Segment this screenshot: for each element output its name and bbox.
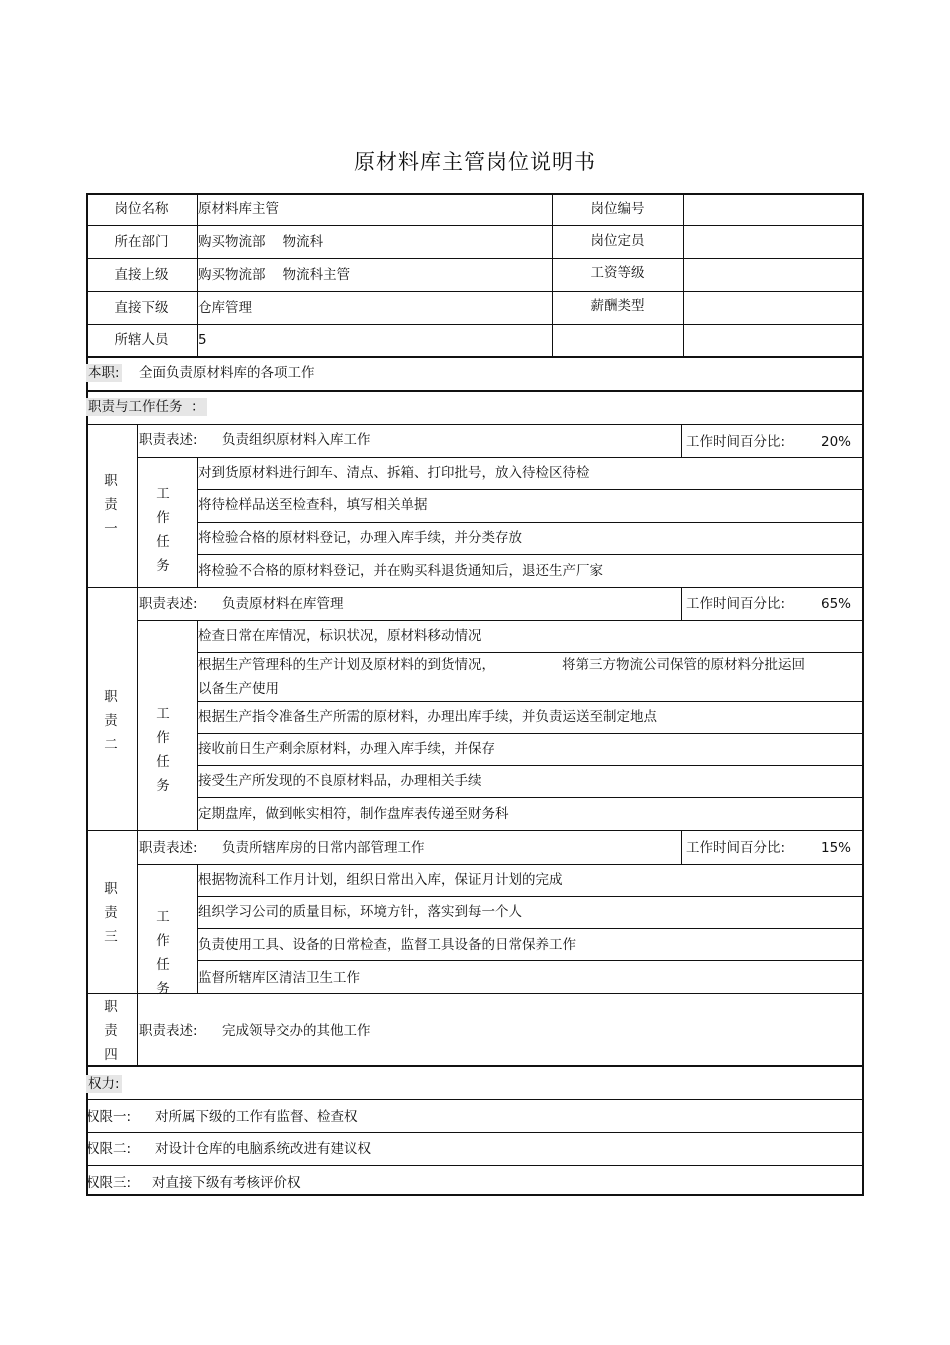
row-divider — [86, 830, 864, 831]
label-staff: 所辖人员 — [114, 332, 169, 348]
authority-label: 权限二: — [86, 1141, 132, 1157]
label-pay-grade: 工资等级 — [590, 265, 645, 281]
label-superior: 直接上级 — [114, 267, 169, 283]
duty-2-task: 检查日常在库情况，标识状况，原材料移动情况 — [198, 628, 482, 644]
duty-4-desc-label: 职责表述: — [139, 1023, 198, 1039]
duty-1-desc-label: 职责表述: — [139, 432, 198, 448]
duty-1-task: 对到货原材料进行卸车、清点、拆箱、打印批号，放入待检区待检 — [198, 465, 590, 481]
duty-3-task: 组织学习公司的质量目标，环境方针，落实到每一个人 — [198, 904, 522, 920]
row-divider — [197, 522, 864, 523]
row-divider — [197, 701, 864, 702]
authority-header: 权力: — [88, 1076, 120, 1092]
duty-2-label: 职 责 二 — [104, 689, 118, 753]
row-divider — [197, 960, 864, 961]
duty-3-label: 职 责 三 — [104, 881, 118, 945]
duty-2-task: 将第三方物流公司保管的原材料分批运回 — [562, 657, 805, 673]
label-pay-type: 薪酬类型 — [590, 298, 645, 314]
row-divider — [197, 652, 864, 653]
col-divider — [681, 424, 682, 457]
row-divider — [197, 489, 864, 490]
duty-3-task: 根据物流科工作月计划，组织日常出入库，保证月计划的完成 — [198, 872, 563, 888]
duty-1-label: 职 责 一 — [104, 473, 118, 537]
label-subordinate: 直接下级 — [114, 300, 169, 316]
duty-1-task: 将检验不合格的原材料登记，并在购买科退货通知后，退还生产厂家 — [198, 563, 603, 579]
row-divider — [86, 291, 864, 292]
duty-2-task: 定期盘库，做到帐实相符，制作盘库表传递至财务科 — [198, 806, 509, 822]
col-divider — [681, 587, 682, 620]
duty-2-pct-label: 工作时间百分比: — [686, 596, 786, 612]
authority-text: 对设计仓库的电脑系统改进有建议权 — [155, 1141, 371, 1157]
duty-2-task: 根据生产指令准备生产所需的原材料，办理出库手续，并负责运送至制定地点 — [198, 709, 657, 725]
duty-2-task: 以备生产使用 — [198, 681, 279, 697]
col-divider — [681, 830, 682, 864]
value-subordinate: 仓库管理 — [198, 300, 252, 316]
col-divider — [683, 193, 684, 356]
row-divider — [137, 457, 864, 458]
row-divider — [86, 587, 864, 588]
authority-text: 对所属下级的工作有监督、检查权 — [155, 1109, 358, 1125]
row-divider — [197, 733, 864, 734]
value-superior: 购买物流部 物流科主管 — [198, 267, 351, 283]
row-divider — [86, 424, 864, 425]
duty-2-task: 根据生产管理科的生产计划及原材料的到货情况， — [198, 657, 495, 673]
tasks-header: 职责与工作任务 ： — [88, 399, 205, 415]
value-job-name: 原材料库主管 — [198, 201, 279, 217]
row-divider — [197, 765, 864, 766]
authority-text: 对直接下级有考核评价权 — [152, 1175, 301, 1191]
row-divider — [197, 797, 864, 798]
duty-text: 全面负责原材料库的各项工作 — [139, 365, 315, 381]
duty-4-label: 职 责 四 — [104, 999, 118, 1063]
row-divider — [86, 993, 864, 994]
col-divider — [137, 424, 138, 1065]
row-divider — [197, 928, 864, 929]
section-divider — [86, 390, 864, 392]
authority-label: 权限三: — [86, 1175, 132, 1191]
row-divider — [137, 620, 864, 621]
duty-1-pct-label: 工作时间百分比: — [686, 434, 786, 450]
section-divider — [86, 1065, 864, 1067]
row-divider — [86, 258, 864, 259]
duty-1-task-label: 工 作 任 务 — [156, 486, 170, 574]
label-job-no: 岗位编号 — [590, 201, 645, 217]
duty-1-pct: 20% — [821, 434, 852, 450]
duty-4-desc: 完成领导交办的其他工作 — [222, 1023, 371, 1039]
duty-1-task: 将检验合格的原材料登记，办理入库手续，并分类存放 — [198, 530, 522, 546]
duty-3-desc-label: 职责表述: — [139, 840, 198, 856]
row-divider — [86, 324, 864, 325]
row-divider — [197, 896, 864, 897]
duty-2-desc: 负责原材料在库管理 — [222, 596, 344, 612]
duty-2-task: 接收前日生产剩余原材料，办理入库手续，并保存 — [198, 741, 495, 757]
duty-2-pct: 65% — [821, 596, 852, 612]
duty-3-desc: 负责所辖库房的日常内部管理工作 — [222, 840, 425, 856]
value-staff: 5 — [198, 332, 207, 348]
duty-2-task: 接受生产所发现的不良原材料品，办理相关手续 — [198, 773, 482, 789]
section-divider — [86, 356, 864, 358]
duty-1-task: 将待检样品送至检查科，填写相关单据 — [198, 497, 428, 513]
row-divider — [197, 554, 864, 555]
row-divider — [86, 1099, 864, 1100]
label-quota: 岗位定员 — [590, 233, 645, 249]
duty-3-pct-label: 工作时间百分比: — [686, 840, 786, 856]
duty-3-pct: 15% — [821, 840, 852, 856]
value-department: 购买物流部 物流科 — [198, 234, 324, 250]
duty-3-task: 负责使用工具、设备的日常检查，监督工具设备的日常保养工作 — [198, 937, 576, 953]
row-divider — [86, 1165, 864, 1166]
duty-1-desc: 负责组织原材料入库工作 — [222, 432, 371, 448]
row-divider — [137, 864, 864, 865]
authority-label: 权限一: — [86, 1109, 132, 1125]
duty-2-desc-label: 职责表述: — [139, 596, 198, 612]
page-title: 原材料库主管岗位说明书 — [354, 150, 596, 174]
row-divider — [86, 1132, 864, 1133]
duty-2-task-label: 工 作 任 务 — [156, 706, 170, 794]
duty-3-task-label: 工 作 任 务 — [156, 909, 170, 997]
duty-label: 本职: — [88, 365, 120, 381]
row-divider — [86, 225, 864, 226]
label-department: 所在部门 — [114, 234, 169, 250]
label-job-name: 岗位名称 — [114, 201, 169, 217]
duty-3-task: 监督所辖库区清洁卫生工作 — [198, 970, 360, 986]
